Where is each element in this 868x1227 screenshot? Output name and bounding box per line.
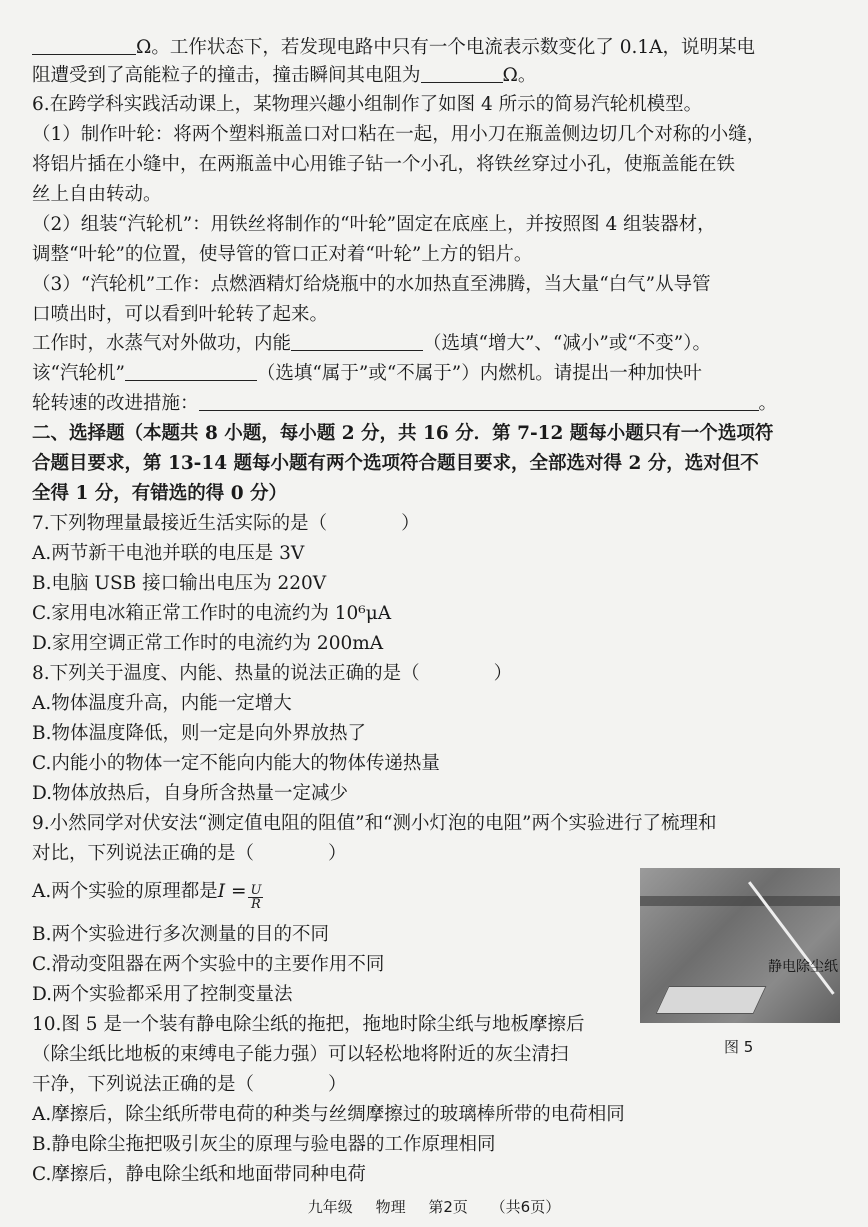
text-line	[32, 392, 848, 416]
text-line: （3）“汽轮机”工作：点燃酒精灯给烧瓶中的水加热直至沸腾，当大量“白气”从导管	[32, 274, 711, 295]
section-heading: 合题目要求，第 13-14 题每小题有两个选项符合题目要求，全部选对得 2 分，选对但不	[32, 453, 759, 474]
figure-caption: 图 5	[724, 1038, 754, 1056]
photo-label: 静电除尘纸	[768, 959, 838, 975]
section-heading: 全得 1 分，有错选的得 0 分）	[32, 483, 288, 504]
text-line: 干净，下列说法正确的是（ ）	[32, 1074, 347, 1095]
baseboard	[640, 896, 840, 906]
line-text: A.两个实验的原理都是	[32, 881, 218, 902]
option-d: D.家用空调正常工作时的电流约为 200mA	[32, 633, 384, 654]
page-footer: 九年级 物理 第2页 （共6页）	[307, 1198, 561, 1216]
answer-blank	[125, 362, 257, 381]
mop-head	[655, 986, 766, 1014]
text-line: （2）组装“汽轮机”：用铁丝将制作的“叶轮”固定在底座上，并按照图 4 组装器材，	[32, 214, 716, 235]
line-text: 该“汽轮机”	[32, 363, 125, 384]
line-text: （选填“增大”、“减小”或“不变”）。	[423, 333, 712, 354]
question-8: 8.下列关于温度、内能、热量的说法正确的是（ ）	[32, 663, 513, 684]
line-text: （选填“属于”或“不属于”）内燃机。请提出一种加快叶	[256, 363, 702, 384]
answer-blank	[421, 64, 503, 83]
denominator: R	[251, 897, 261, 912]
option-a: A.物体温度升高，内能一定增大	[32, 693, 292, 714]
section-heading: 二、选择题（本题共 8 小题，每小题 2 分，共 16 分．第 7-12 题每小题只有一个选项符	[32, 423, 774, 444]
text-line: 对比，下列说法正确的是（ ）	[32, 843, 347, 864]
text-line	[32, 332, 848, 356]
text-line	[32, 36, 848, 60]
option-b: B.两个实验进行多次测量的目的不同	[32, 924, 329, 945]
text-line: 丝上自由转动。	[32, 184, 162, 205]
line-text: 轮转速的改进措施：	[32, 393, 199, 414]
line-text: Ω。工作状态下，若发现电路中只有一个电流表示数变化了 0.1A，说明某电	[136, 37, 756, 58]
line-text: 。	[758, 393, 778, 414]
question-6: 6.在跨学科实践活动课上，某物理兴趣小组制作了如图 4 所示的简易汽轮机模型。	[32, 94, 703, 115]
option-d: D.两个实验都采用了控制变量法	[32, 984, 293, 1005]
formula-lhs: I =	[217, 881, 247, 902]
option-a: A.两节新干电池并联的电压是 3V	[32, 543, 305, 564]
text-line: （1）制作叶轮：将两个塑料瓶盖口对口粘在一起，用小刀在瓶盖侧边切几个对称的小缝，	[32, 124, 766, 145]
line-text: 工作时，水蒸气对外做功，内能	[32, 333, 292, 354]
line-text: 阻遭受到了高能粒子的撞击，撞击瞬间其电阻为	[32, 65, 421, 86]
text-line	[32, 64, 848, 88]
answer-blank	[291, 332, 423, 351]
option-d: D.物体放热后，自身所含热量一定减少	[32, 783, 349, 804]
option-b: B.静电除尘拖把吸引灰尘的原理与验电器的工作原理相同	[32, 1134, 496, 1155]
option-a: A.摩擦后，除尘纸所带电荷的种类与丝绸摩擦过的玻璃棒所带的电荷相同	[32, 1104, 625, 1125]
option-c: C.滑动变阻器在两个实验中的主要作用不同	[32, 954, 385, 975]
text-line: （除尘纸比地板的束缚电子能力强）可以轻松地将附近的灰尘清扫	[32, 1044, 569, 1065]
text-line: 调整“叶轮”的位置，使导管的管口正对着“叶轮”上方的铝片。	[32, 244, 533, 265]
question-10: 10.图 5 是一个装有静电除尘纸的拖把，拖地时除尘纸与地板摩擦后	[32, 1014, 585, 1035]
option-c: C.摩擦后，静电除尘纸和地面带同种电荷	[32, 1164, 366, 1185]
option-b: B.电脑 USB 接口输出电压为 220V	[32, 573, 327, 594]
text-line: 将铝片插在小缝中，在两瓶盖中心用锥子钻一个小孔，将铁丝穿过小孔，使瓶盖能在铁	[32, 154, 736, 175]
line-text: Ω。	[502, 65, 537, 86]
option-c: C.家用电冰箱正常工作时的电流约为 10⁶μA	[32, 603, 392, 624]
option-c: C.内能小的物体一定不能向内能大的物体传递热量	[32, 753, 440, 774]
text-line: 口喷出时，可以看到叶轮转了起来。	[32, 304, 329, 325]
option-b: B.物体温度降低，则一定是向外界放热了	[32, 723, 366, 744]
numerator: U	[250, 883, 262, 898]
mop-photo	[640, 868, 840, 1023]
question-9: 9.小然同学对伏安法“测定值电阻的阻值”和“测小灯泡的电阻”两个实验进行了梳理和	[32, 813, 717, 834]
answer-blank	[199, 392, 759, 411]
question-7: 7.下列物理量最接近生活实际的是（ ）	[32, 513, 420, 534]
text-line	[32, 362, 848, 386]
formula-fraction	[248, 884, 263, 911]
answer-blank	[32, 36, 136, 55]
